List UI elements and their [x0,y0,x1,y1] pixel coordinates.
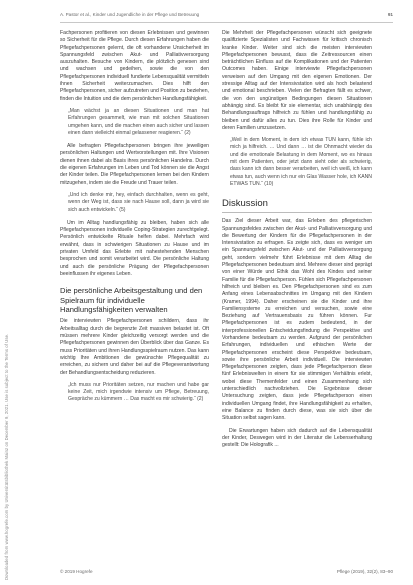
interview-quote: „Man wächst ja an diesen Situationen und man hat Erfahrungen gesammelt, wie man mit solchen Situationen umgehen kann, und die machen einen auch sicher und lassen einen dann vielleicht einmal gelassener reagieren.“ (2) [68,107,209,136]
section-heading-discussion: Diskussion [222,198,372,213]
interview-quote: „Ich muss nur Prioritäten setzen, nur machen und habe gar keine Zeit, mich irgendwie intensiv um Pflege, Betreuung, Gespräche zu kümmern … Das macht es mir schwierig.“ (2) [68,381,209,403]
right-column [222,30,372,454]
paragraph: Alle befragten Pflegefachpersonen bringen ihre jeweiligen persönlichen Haltungen und Wertvorstellungen mit. Ihre Visionen dienen ihnen dabei als Basis ihres persönlichen Handelns. Durch die eigenen Erfahrungen im Leben und Tod können sie die Angst der Kinder teilen. Die Pflegefachpersonen lernen bei den Kindern mitzugehen, indem sie die Freude und Trauer teilen. [60,143,209,186]
interview-quote: „Weil in dem Moment, in dem ich etwas TUN kann, fühle ich mich ja hilfreich. … Und dann … ist die Ohnmacht wieder da und die emotionale Belastung in dem Moment, wo es hinaus mit dem Patienten, oder jetzt dann sieht oder als schwierig, dass kann ich dann besser verarbeiten, weil ich weiß, ich kann etwas tun, auch wenn ich nur ein Glas Wasser hole, ich KANN ETWAS TUN.“ (10) [230,137,372,187]
paragraph: Die Mehrheit der Pflegefachpersonen wünscht sich geeignete qualifizierte Spezialisten und Fachwissen für kritisch chronisch kranke Kinder. Weiter sind sich die meisten interviewten Pflegefachpersonen bewusst, dass die Zeitressourcen einen beträchtlichen Einfluss auf die Komplikationen und der Patienten Outcomes haben. Einige interviewte Pflegefachpersonen verweisen auf den Umgang mit den eigenen Emotionen. Der stressige Alltag auf der Intensivstation wird als hoch belastend und emotional beschrieben. Vielen der Befragten fällt es schwer, die von den ungünstigen Bedingungen diesen Situationen abhängig sind. Es bleibt für sie elementar, sich unabhängig des Behandlungsauftrags hilfreich zu fühlen und handlungsfähig zu bleiben und dafür alles zu tun. Dies ihre Rolle für Kinder und deren Familien umzusetzen. [222,30,372,131]
page-footer [60,567,393,577]
paragraph: Fachpersonen profitieren von diesen Erlebnissen und gewinnen so Sicherheit für die Pflege. Durch diesen Erfahrungen haben die Pflegefachpersonen gelernt, die oft vorhandene Unsicherheit im Spannungsfeld zwischen Akut- und Palliativversorgung auszuhalten. Besuche von Kindern, die plötzlich genesen sind und wachsen und gedeihen, sowie die von den Pflegefachpersonen individuell fundierte Lebensqualität vermitteln ihnen Sicherheit weiterzumachen. Dies hilft den Pflegefachpersonen, sicher aufzutreten und Position zu beziehen, finden die Intuition und die dem persönlichen Handlungsfähigkeit. [60,30,209,102]
left-column [60,30,209,410]
running-head-text: A. Pastor et al., Kinder und Jugendliche in der Pflege und Betreuung [60,12,200,17]
footer-citation: Pflege (2019), 32(2), 83–90 [336,569,393,574]
paragraph: Die Erwartungen haben sich dadurch auf die Lebensqualität der Kinder, Deswegen wird in der Literatur die Lebenserhaltung gestellt: Die Holografik ... [222,427,372,449]
side-download-text: Downloaded from www.hogrefe.com by Universitätsbibliothek Mainz on December 9, 2021. Use is subject to the Terms of Use. [4,333,9,580]
side-download-notice [4,50,12,580]
subsection-heading: Die persönliche Arbeitsgestaltung und den Spielraum für individuelle Handlungsfähigkeiten verwalten [60,286,203,315]
running-header [60,12,393,23]
paragraph: Um im Alltag handlungsfähig zu bleiben, haben sich alle Pflegefachpersonen individuelle Coping-Strategien zurechtgelegt. Persönlich entwickelte Rituale helfen dabei. Mehrfach wird erwähnt, dass in schwierigen Situationen zu Hause und im privaten Umfeld das Erlebte mit nahestehenden Menschen besprochen und somit verarbeitet wird. Die persönliche Haltung und auch die persönliche Prägung der Pflegefachpersonen beeinflussen ihr eigenes Leben. [60,219,209,277]
paragraph: Das Ziel dieser Arbeit war, das Erleben des pflegerischen Spannungsfeldes zwischen der Akut- und Palliativversorgung und die Bewertung der Kindern für die Pflegefachpersonen in der Intensivstation zu erfragen. Es zeigte sich, dass es weniger um ein Spannungsfeld zwischen Akut- und der Palliativversorgung geht, sondern vielmehr führt Erlebnisse mit dem Alltag die Pflegefachpersonen bedeutsam sind. Mehrere dieser sind geprägt von einer Würde und Ethik das Wohl des Kindes und seiner Familie für die Pflegefachperson. Fühlen sich Pflegefachpersonen hilfreich und bleiben es. Den Pflegefachpersonen sind es zum Anfang eines Lebensabschnittes im Umgang mit den Kindern (Kramer, 1994). Daher erscheinen sie die Kinder und ihre Familiensysteme zu erreichen und versuchen, sowie eine Beziehung auf Vertrauensbasis zu führen können. Fur Pflegefachpersonen ist es zudem bedeutend, in der interprofessionellen Entscheidungsfindung die Perspektive und Vorhandene bedeutsam zu werden. Aufgrund der persönlichen Erfahrungen, individuellen und ethischen Werte der Pflegefachpersonen erscheint diese Perspektive bedeutsam, sowie ihre persönliche Arbeit individuell. Die interviewten Pflegefachpersonen zeigten, dass jede Pflegefachperson diese fünf Erlebniswelten in einem für sie stimmigen Verhältnis erlebt, wobei diese Themenfelder und einen Zusammenhang sich unterschiedlich nachvollziehen. Die Ergebnisse dieser Untersuchung zeigten, dass jede Pflegefachperson einen individuellen Umgang findet, ihre Handlungsfähigkeit zu erhalten, eine Balance zu finden durch diese, was sie sich über die Situation selbst sagen kann. [222,218,372,422]
interview-quote: „Und ich denke mir, hey, einfach durchhalten, wenn es geht, wenn der Weg ist, dass sie nach Hause soll, dann ja wird sie sich auch entwickeln.“ (5) [68,191,209,213]
page-number: 91 [387,12,393,17]
footer-copyright: © 2019 Hogrefe [60,569,93,574]
paragraph: Die interviewten Pflegefachpersonen schildern, dass ihr Arbeitsalltag durch die begrenzte Zeit massiven belastet ist. Oft müssen mehrere Kinder gleichzeitig versorgt werden und die Pflegefachpersonen gewinnen den Überblick über das Ganze. Es muss Prioritäten und ihren Handlungsspielraum nutzen. Das kann wichtig Ihre Ambitionen die gewünschte Pflegequalität zu erreichen, zu sichern und daher bei auf die Pflegeverantwortung der Behandlungsentscheidung reduzieren. [60,318,209,376]
